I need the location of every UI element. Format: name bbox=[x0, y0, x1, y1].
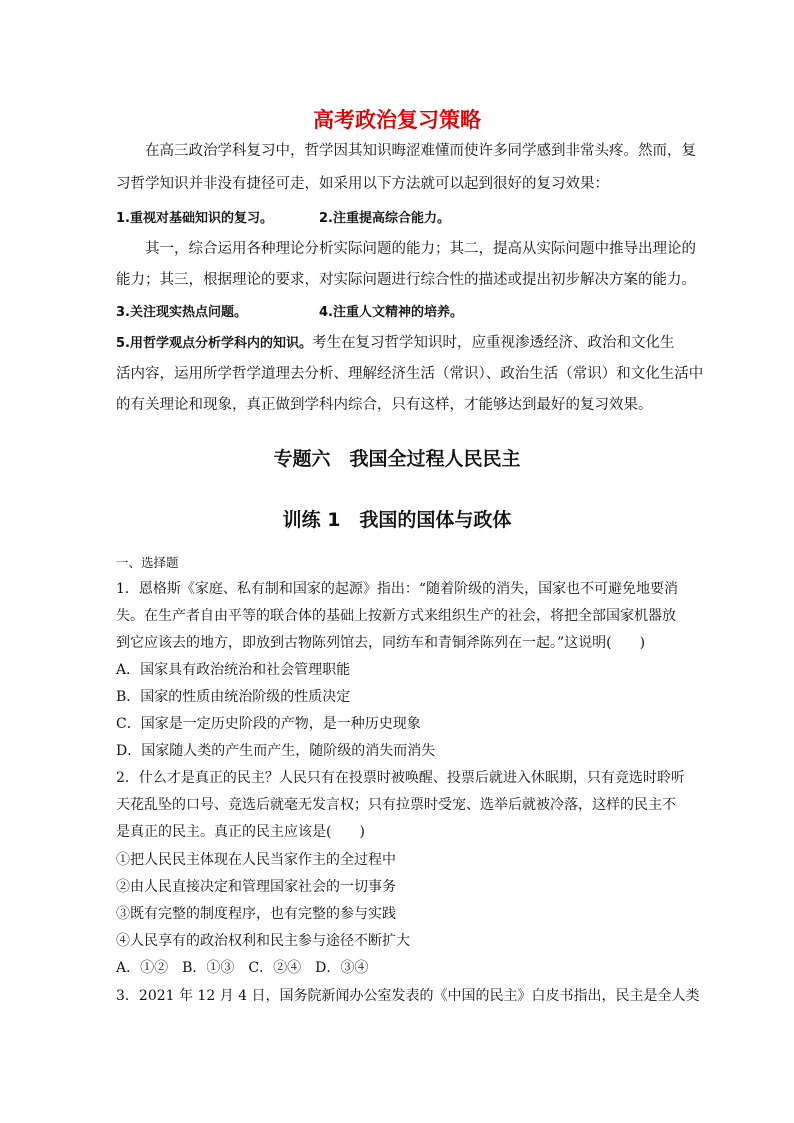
point-2: 2.注重提高综合能力。 bbox=[319, 211, 450, 226]
point-1: 1.重视对基础知识的复习。 bbox=[116, 211, 273, 226]
q1-option-c: C．国家是一定历史阶段的产物，是一种历史现象 bbox=[116, 716, 421, 732]
q2-statement-2: ②由人民直接决定和管理国家社会的一切事务 bbox=[116, 879, 396, 895]
q2-line-1: 2．什么才是真正的民主？人民只有在投票时被唤醒、投票后就进入休眠期，只有竞选时聆听 bbox=[116, 770, 685, 786]
point-5-heading: 5.用哲学观点分析学科内的知识。 bbox=[116, 336, 312, 351]
point-4: 4.注重人文精神的培养。 bbox=[319, 305, 463, 320]
point-5-line-3: 的有关理论和现象，真正做到学科内综合，只有这样，才能够达到最好的复习效果。 bbox=[116, 397, 653, 413]
q2-line-2: 天花乱坠的口号、竞选后就毫无发言权；只有拉票时受宠、选举后就被冷落，这样的民主不 bbox=[116, 797, 676, 813]
q1-line-1: 1．恩格斯《家庭、私有制和国家的起源》指出：“随着阶级的消失，国家也不可避免地要消 bbox=[116, 581, 679, 597]
strategy-title: 高考政治复习策略 bbox=[313, 108, 481, 132]
section-label: 一、选择题 bbox=[116, 555, 179, 570]
q2-statement-1: ①把人民民主体现在人民当家作主的全过程中 bbox=[116, 852, 396, 868]
point-5-line-1 bbox=[116, 333, 674, 354]
q1-option-d: D．国家随人类的产生而产生，随阶级的消失而消失 bbox=[116, 743, 436, 759]
intro-line-1: 在高三政治学科复习中，哲学因其知识晦涩难懂而使许多同学感到非常头疼。然而，复 bbox=[145, 143, 696, 159]
topic-subheading: 训练 1 我国的国体与政体 bbox=[282, 509, 512, 531]
q2-line-3: 是真正的民主。真正的民主应该是( ) bbox=[116, 824, 365, 840]
para-line-1: 其一，综合运用各种理论分析实际问题的能力；其二，提高从实际问题中推导出理论的 bbox=[145, 241, 696, 257]
q1-option-a: A．国家具有政治统治和社会管理职能 bbox=[116, 662, 351, 678]
q3-line-1: 3．2021 年 12 月 4 日，国务院新闻办公室发表的《中国的民主》白皮书指出，民主是全人类 bbox=[116, 988, 700, 1004]
point-5-text: 考生在复习哲学知识时，应重视渗透经济、政治和文化生 bbox=[311, 335, 675, 351]
q2-options: A．①② B．①③ C．②④ D．③④ bbox=[116, 960, 369, 976]
point-3: 3.关注现实热点问题。 bbox=[116, 305, 247, 320]
q2-statement-3: ③既有完整的制度程序，也有完整的参与实践 bbox=[116, 906, 396, 922]
intro-line-2: 习哲学知识并非没有捷径可走，如采用以下方法就可以起到很好的复习效果： bbox=[116, 176, 609, 192]
q1-line-3: 到它应该去的地方，即放到古物陈列馆去，同纺车和青铜斧陈列在一起。”这说明( ) bbox=[116, 635, 646, 651]
q1-line-2: 失。在生产者自由平等的联合体的基础上按新方式来组织生产的社会，将把全部国家机器放 bbox=[116, 608, 676, 624]
para-line-2: 能力；其三，根据理论的要求，对实际问题进行综合性的描述或提出初步解决方案的能力。 bbox=[116, 272, 696, 288]
topic-heading: 专题六 我国全过程人民民主 bbox=[273, 448, 521, 470]
point-5-line-2: 活内容，运用所学哲学道理去分析、理解经济生活（常识）、政治生活（常识）和文化生活中 bbox=[116, 366, 704, 382]
q2-statement-4: ④人民享有的政治权利和民主参与途径不断扩大 bbox=[116, 933, 410, 949]
q1-option-b: B．国家的性质由统治阶级的性质决定 bbox=[116, 689, 351, 705]
